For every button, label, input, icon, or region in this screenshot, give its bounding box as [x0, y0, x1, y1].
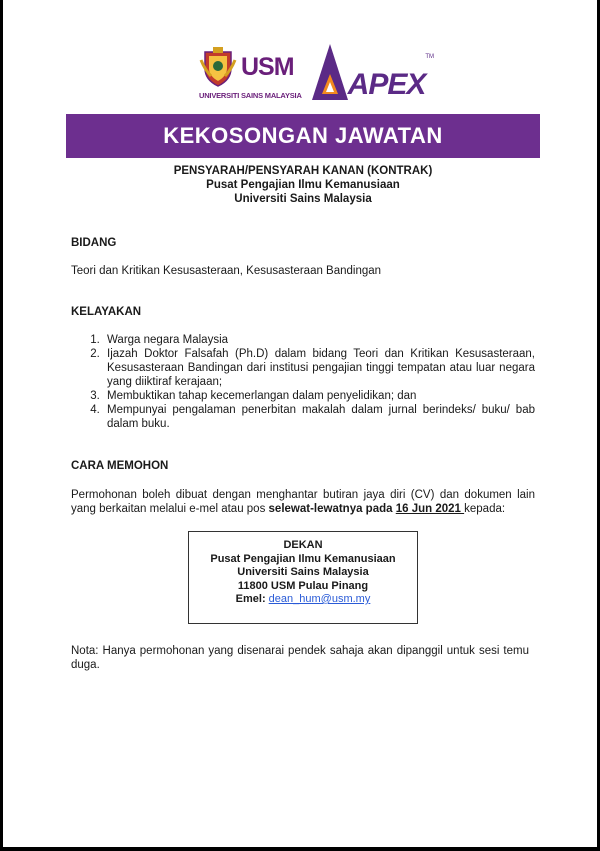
cara-text-part2: kepada: [464, 503, 506, 515]
usm-logo [199, 46, 302, 100]
email-link[interactable]: dean_hum@usm.my [268, 593, 371, 605]
address-box [188, 531, 418, 624]
header-logos [199, 44, 434, 100]
cara-text [71, 488, 535, 516]
apex-logo [312, 44, 434, 100]
title-banner [66, 114, 540, 158]
kelayakan-section [71, 305, 535, 431]
apex-triangle-icon [312, 44, 348, 100]
bidang-text: Teori dan Kritikan Kesusasteraan, Kesusasteraan Bandingan [71, 265, 382, 277]
address-university: Universiti Sains Malaysia [237, 566, 369, 578]
nota-text: Nota: Hanya permohonan yang disenarai pendek sahaja akan dipanggil untuk sesi temu duga. [71, 645, 529, 671]
address-postcode: 11800 USM Pulau Pinang [237, 579, 369, 592]
kelayakan-list [71, 333, 535, 431]
cara-deadline-date: 16 Jun 2021 [395, 503, 465, 515]
apex-logo-text: APEX [347, 68, 426, 101]
address-email-label: Emel: [235, 593, 269, 605]
address-school: Pusat Pengajian Ilmu Kemanusiaan [210, 552, 396, 565]
cara-section [71, 459, 535, 516]
apex-trademark: TM [425, 54, 435, 60]
banner-title: KEKOSONGAN JAWATAN [163, 123, 443, 148]
cara-text-part1: Permohonan boleh dibuat dengan menghantar butiran jaya diri (CV) dan dokumen lain yang berkaitan melalui e-mel atau pos [71, 489, 535, 515]
nota-section [71, 644, 529, 672]
bidang-heading: BIDANG [71, 237, 117, 249]
kelayakan-item: 3. Membuktikan tahap kecemerlangan dalam penyelidikan; dan [103, 389, 535, 403]
position-subtitle [3, 164, 600, 206]
usm-logo-caption: UNIVERSITI SAINS MALAYSIA [199, 91, 302, 100]
cara-heading: CARA MEMOHON [71, 460, 169, 472]
cara-deadline-label: selewat-lewatnya pada [268, 503, 396, 515]
kelayakan-item: 2. Ijazah Doktor Falsafah (Ph.D) dalam bidang Teori dan Kritikan Kesusasteraan, Kesusasteraan Bandingan dari institusi pengajian tinggi tempatan atau luar negara yang diiktiraf kerajaan; [103, 347, 535, 389]
school-name: Pusat Pengajian Ilmu Kemanusiaan [206, 179, 400, 191]
usm-crest-icon [199, 46, 237, 88]
kelayakan-item: 1. Warga negara Malaysia [103, 333, 535, 347]
bidang-section [71, 236, 535, 278]
kelayakan-heading: KELAYAKAN [71, 306, 142, 318]
address-recipient: DEKAN [283, 539, 323, 551]
university-name: Universiti Sains Malaysia [234, 193, 372, 205]
usm-logo-text: USM [241, 52, 294, 81]
address-email-line [189, 593, 417, 607]
position-title: PENSYARAH/PENSYARAH KANAN (KONTRAK) [173, 165, 433, 177]
kelayakan-item: 4. Mempunyai pengalaman penerbitan makalah dalam jurnal berindeks/ buku/ bab dalam buku. [103, 403, 535, 431]
